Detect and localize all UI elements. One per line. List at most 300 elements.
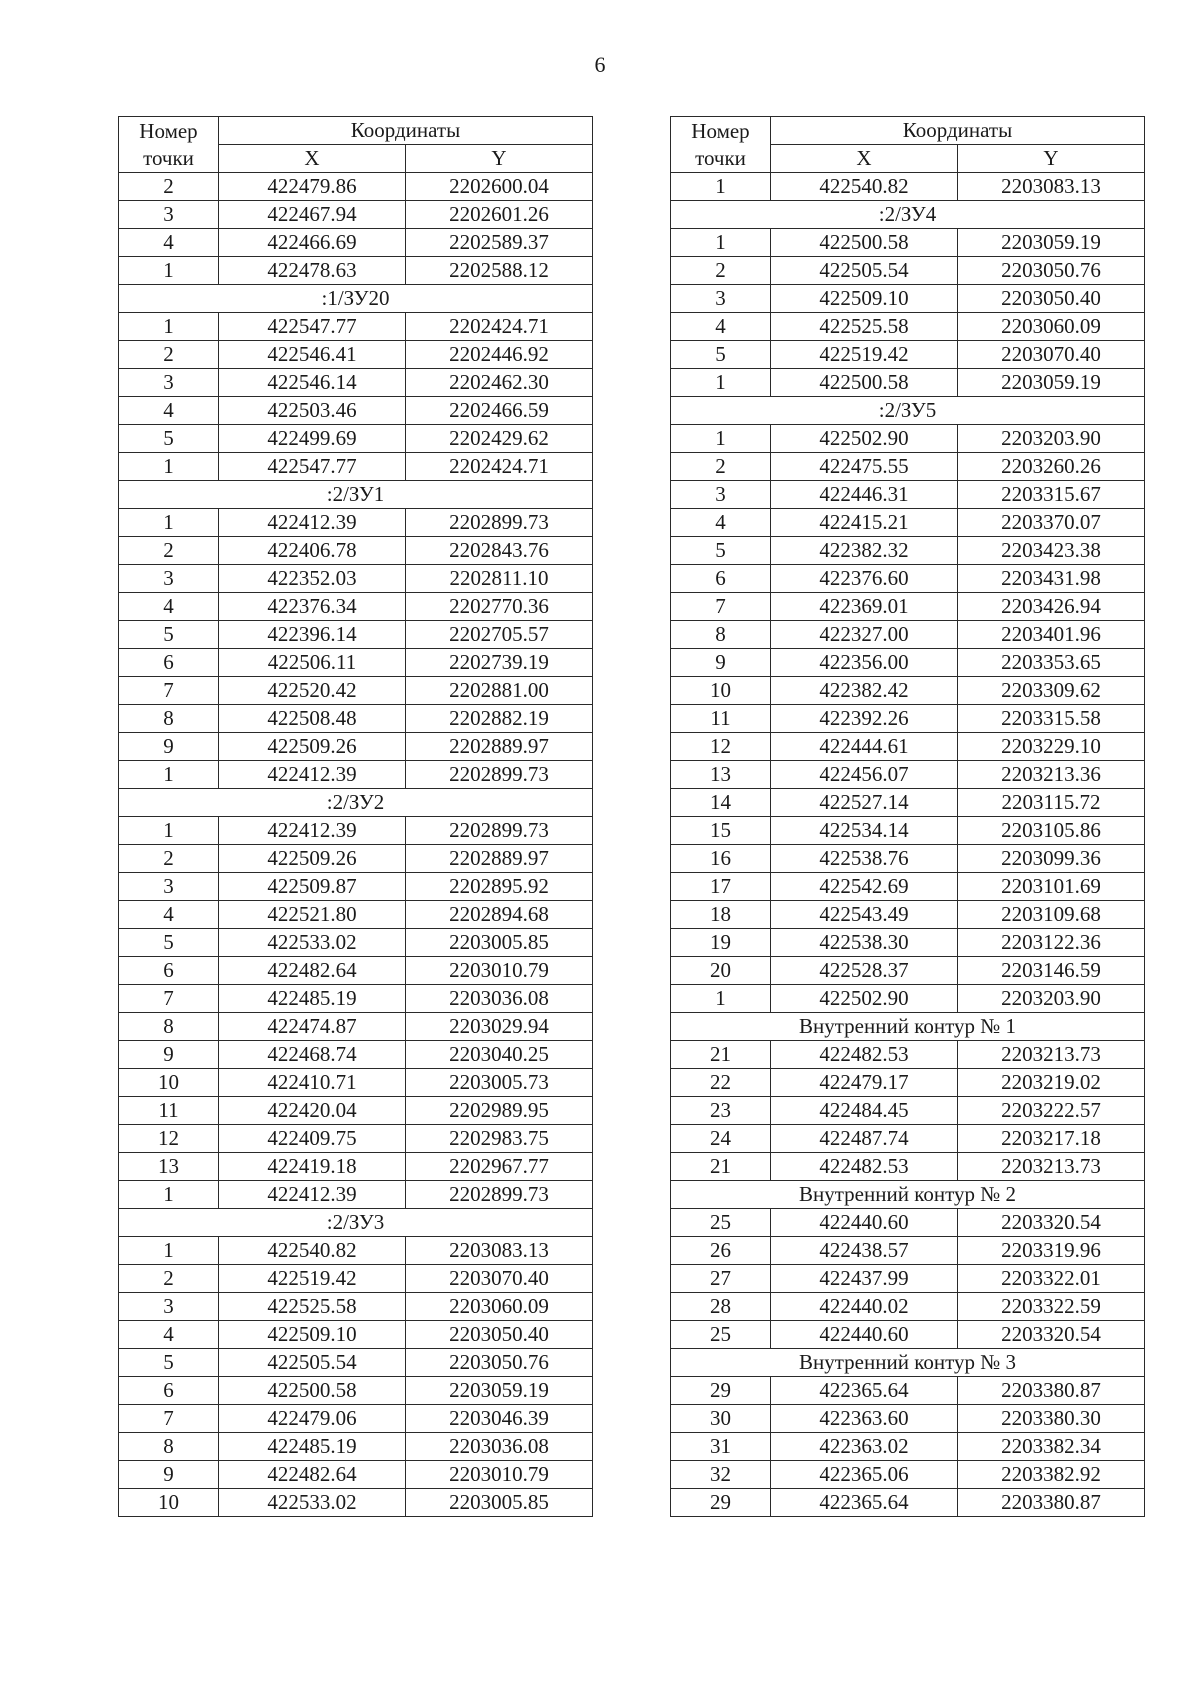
- table-row: [671, 985, 1145, 1013]
- point-number-cell: 2: [671, 453, 771, 481]
- y-coordinate-cell: 2203380.87: [958, 1489, 1145, 1517]
- y-coordinate-cell: 2203101.69: [958, 873, 1145, 901]
- y-coordinate-cell: 2203219.02: [958, 1069, 1145, 1097]
- x-coordinate-cell: 422412.39: [219, 817, 406, 845]
- x-coordinate-cell: 422365.64: [771, 1489, 958, 1517]
- table-row: [671, 1377, 1145, 1405]
- y-coordinate-cell: 2203050.40: [406, 1321, 593, 1349]
- point-number-cell: 12: [119, 1125, 219, 1153]
- x-coordinate-cell: 422376.34: [219, 593, 406, 621]
- table-row: [671, 453, 1145, 481]
- y-coordinate-cell: 2203005.85: [406, 1489, 593, 1517]
- x-coordinate-cell: 422546.14: [219, 369, 406, 397]
- table-row: [119, 1293, 593, 1321]
- y-coordinate-cell: 2202424.71: [406, 453, 593, 481]
- point-number-header: [671, 117, 771, 173]
- y-coordinate-cell: 2203322.59: [958, 1293, 1145, 1321]
- x-coordinate-cell: 422392.26: [771, 705, 958, 733]
- y-coordinate-cell: 2203036.08: [406, 1433, 593, 1461]
- point-number-cell: 14: [671, 789, 771, 817]
- point-number-cell: 13: [671, 761, 771, 789]
- table-row: [119, 845, 593, 873]
- table-row: [119, 453, 593, 481]
- y-coordinate-cell: 2203046.39: [406, 1405, 593, 1433]
- y-coordinate-cell: 2202899.73: [406, 761, 593, 789]
- table-row: [119, 873, 593, 901]
- point-number-cell: 28: [671, 1293, 771, 1321]
- point-number-cell: 8: [119, 1433, 219, 1461]
- y-coordinate-cell: 2202889.97: [406, 845, 593, 873]
- point-number-header-line2: точки: [695, 145, 746, 170]
- x-coordinate-cell: 422478.63: [219, 257, 406, 285]
- point-number-cell: 20: [671, 957, 771, 985]
- y-coordinate-cell: 2202899.73: [406, 817, 593, 845]
- x-coordinate-cell: 422396.14: [219, 621, 406, 649]
- point-number-cell: 1: [671, 369, 771, 397]
- table-row: [671, 1041, 1145, 1069]
- table-row: [671, 1125, 1145, 1153]
- table-row: [671, 285, 1145, 313]
- point-number-cell: 21: [671, 1041, 771, 1069]
- x-coordinate-cell: 422369.01: [771, 593, 958, 621]
- table-row: [671, 1433, 1145, 1461]
- x-coordinate-cell: 422499.69: [219, 425, 406, 453]
- y-coordinate-cell: 2203060.09: [958, 313, 1145, 341]
- coordinates-table-left: [118, 116, 593, 1517]
- point-number-cell: 19: [671, 929, 771, 957]
- point-number-cell: 5: [119, 1349, 219, 1377]
- y-coordinate-cell: 2203380.30: [958, 1405, 1145, 1433]
- y-coordinate-cell: 2203203.90: [958, 985, 1145, 1013]
- y-coordinate-cell: 2203370.07: [958, 509, 1145, 537]
- x-coordinate-cell: 422479.17: [771, 1069, 958, 1097]
- y-coordinate-cell: 2202894.68: [406, 901, 593, 929]
- coordinates-table-right: [670, 116, 1145, 1517]
- x-coordinate-cell: 422540.82: [219, 1237, 406, 1265]
- y-coordinate-cell: 2203005.73: [406, 1069, 593, 1097]
- table-row: [671, 1321, 1145, 1349]
- point-number-cell: 2: [119, 537, 219, 565]
- point-number-cell: 2: [119, 845, 219, 873]
- point-number-cell: 6: [671, 565, 771, 593]
- x-coordinate-cell: 422509.26: [219, 845, 406, 873]
- point-number-cell: 10: [119, 1489, 219, 1517]
- table-row: [119, 341, 593, 369]
- table-row: [671, 649, 1145, 677]
- point-number-cell: 4: [671, 509, 771, 537]
- x-coordinate-cell: 422484.45: [771, 1097, 958, 1125]
- table-row: [119, 957, 593, 985]
- table-row: [671, 565, 1145, 593]
- table-row: [671, 621, 1145, 649]
- x-coordinate-cell: 422509.26: [219, 733, 406, 761]
- point-number-cell: 4: [119, 229, 219, 257]
- y-coordinate-cell: 2203382.92: [958, 1461, 1145, 1489]
- table-row: [119, 1013, 593, 1041]
- x-coordinate-cell: 422500.58: [771, 369, 958, 397]
- y-coordinate-cell: 2203122.36: [958, 929, 1145, 957]
- y-coordinate-cell: 2203115.72: [958, 789, 1145, 817]
- x-coordinate-cell: 422409.75: [219, 1125, 406, 1153]
- table-row: [671, 1237, 1145, 1265]
- table-row: [119, 1069, 593, 1097]
- y-coordinate-cell: 2203380.87: [958, 1377, 1145, 1405]
- x-coordinate-cell: 422519.42: [219, 1265, 406, 1293]
- x-coordinate-cell: 422543.49: [771, 901, 958, 929]
- table-row: [119, 1377, 593, 1405]
- table-row: [671, 1405, 1145, 1433]
- point-number-cell: 1: [119, 509, 219, 537]
- y-coordinate-cell: 2203059.19: [958, 369, 1145, 397]
- point-number-cell: 8: [119, 1013, 219, 1041]
- x-coordinate-cell: 422456.07: [771, 761, 958, 789]
- table-row: [119, 173, 593, 201]
- y-coordinate-cell: 2203213.73: [958, 1153, 1145, 1181]
- point-number-cell: 2: [671, 257, 771, 285]
- x-coordinate-cell: 422365.64: [771, 1377, 958, 1405]
- x-coordinate-cell: 422467.94: [219, 201, 406, 229]
- point-number-cell: 23: [671, 1097, 771, 1125]
- table-row: [671, 1097, 1145, 1125]
- y-coordinate-cell: 2203060.09: [406, 1293, 593, 1321]
- x-coordinate-cell: 422352.03: [219, 565, 406, 593]
- x-coordinate-cell: 422546.41: [219, 341, 406, 369]
- x-coordinate-cell: 422540.82: [771, 173, 958, 201]
- y-coordinate-cell: 2203426.94: [958, 593, 1145, 621]
- table-row: [671, 229, 1145, 257]
- point-number-cell: 3: [119, 369, 219, 397]
- point-number-cell: 5: [119, 929, 219, 957]
- table-row: [671, 1265, 1145, 1293]
- x-coordinate-cell: 422479.86: [219, 173, 406, 201]
- point-number-cell: 6: [119, 649, 219, 677]
- point-number-cell: 4: [119, 593, 219, 621]
- point-number-cell: 3: [671, 285, 771, 313]
- x-coordinate-cell: 422438.57: [771, 1237, 958, 1265]
- y-coordinate-cell: 2203203.90: [958, 425, 1145, 453]
- x-coordinate-cell: 422475.55: [771, 453, 958, 481]
- y-coordinate-cell: 2203217.18: [958, 1125, 1145, 1153]
- x-coordinate-cell: 422500.58: [771, 229, 958, 257]
- table-row: [119, 1265, 593, 1293]
- y-coordinate-cell: 2202705.57: [406, 621, 593, 649]
- table-row: [119, 397, 593, 425]
- x-coordinate-cell: 422482.64: [219, 957, 406, 985]
- table-row: [119, 369, 593, 397]
- x-coordinate-cell: 422542.69: [771, 873, 958, 901]
- coordinates-header: Координаты: [771, 117, 1145, 145]
- table-row: [119, 1097, 593, 1125]
- section-row: [671, 1013, 1145, 1041]
- point-number-cell: 32: [671, 1461, 771, 1489]
- table-row: [119, 1321, 593, 1349]
- x-coordinate-cell: 422479.06: [219, 1405, 406, 1433]
- x-coordinate-cell: 422509.87: [219, 873, 406, 901]
- y-coordinate-cell: 2203050.76: [406, 1349, 593, 1377]
- y-coordinate-cell: 2203213.36: [958, 761, 1145, 789]
- x-coordinate-cell: 422437.99: [771, 1265, 958, 1293]
- section-row: [119, 481, 593, 509]
- x-coordinate-cell: 422538.76: [771, 845, 958, 873]
- table-row: [671, 257, 1145, 285]
- table-row: [119, 1461, 593, 1489]
- x-coordinate-cell: 422440.60: [771, 1321, 958, 1349]
- point-number-cell: 1: [119, 1237, 219, 1265]
- table-row: [671, 509, 1145, 537]
- x-coordinate-cell: 422534.14: [771, 817, 958, 845]
- y-coordinate-cell: 2202967.77: [406, 1153, 593, 1181]
- y-coordinate-cell: 2203083.13: [958, 173, 1145, 201]
- point-number-cell: 7: [119, 677, 219, 705]
- point-number-cell: 13: [119, 1153, 219, 1181]
- x-coordinate-cell: 422482.53: [771, 1153, 958, 1181]
- section-row: [671, 1181, 1145, 1209]
- table-row: [119, 1489, 593, 1517]
- x-coordinate-cell: 422487.74: [771, 1125, 958, 1153]
- x-coordinate-cell: 422485.19: [219, 985, 406, 1013]
- y-coordinate-cell: 2203423.38: [958, 537, 1145, 565]
- y-coordinate-cell: 2203010.79: [406, 957, 593, 985]
- x-coordinate-cell: 422474.87: [219, 1013, 406, 1041]
- section-title: :2/ЗУ4: [671, 201, 1145, 229]
- point-number-cell: 4: [671, 313, 771, 341]
- table-row: [671, 1069, 1145, 1097]
- x-coordinate-cell: 422444.61: [771, 733, 958, 761]
- x-coordinate-cell: 422466.69: [219, 229, 406, 257]
- y-coordinate-cell: 2202899.73: [406, 509, 593, 537]
- x-coordinate-cell: 422376.60: [771, 565, 958, 593]
- y-coordinate-cell: 2203099.36: [958, 845, 1145, 873]
- x-coordinate-cell: 422365.06: [771, 1461, 958, 1489]
- x-coordinate-cell: 422519.42: [771, 341, 958, 369]
- table-header: [671, 117, 1145, 173]
- x-coordinate-cell: 422482.53: [771, 1041, 958, 1069]
- point-number-cell: 8: [671, 621, 771, 649]
- y-coordinate-cell: 2203036.08: [406, 985, 593, 1013]
- x-coordinate-cell: 422420.04: [219, 1097, 406, 1125]
- table-row: [119, 901, 593, 929]
- point-number-cell: 5: [671, 537, 771, 565]
- x-column-header: X: [771, 145, 958, 173]
- section-title: :2/ЗУ1: [119, 481, 593, 509]
- section-row: [119, 789, 593, 817]
- section-row: [671, 1349, 1145, 1377]
- table-row: [119, 761, 593, 789]
- section-title: Внутренний контур № 3: [671, 1349, 1145, 1377]
- x-coordinate-cell: 422525.58: [771, 313, 958, 341]
- table-row: [671, 369, 1145, 397]
- y-coordinate-cell: 2203353.65: [958, 649, 1145, 677]
- point-number-cell: 2: [119, 173, 219, 201]
- y-coordinate-cell: 2202770.36: [406, 593, 593, 621]
- point-number-cell: 4: [119, 901, 219, 929]
- y-coordinate-cell: 2203320.54: [958, 1321, 1145, 1349]
- y-coordinate-cell: 2203029.94: [406, 1013, 593, 1041]
- point-number-cell: 1: [671, 229, 771, 257]
- y-coordinate-cell: 2203050.40: [958, 285, 1145, 313]
- table-row: [119, 257, 593, 285]
- x-coordinate-cell: 422527.14: [771, 789, 958, 817]
- section-title: :1/ЗУ20: [119, 285, 593, 313]
- table-row: [119, 1153, 593, 1181]
- point-number-cell: 6: [119, 1377, 219, 1405]
- point-number-cell: 25: [671, 1209, 771, 1237]
- x-coordinate-cell: 422412.39: [219, 761, 406, 789]
- x-coordinate-cell: 422533.02: [219, 1489, 406, 1517]
- x-coordinate-cell: 422528.37: [771, 957, 958, 985]
- table-row: [671, 341, 1145, 369]
- point-number-cell: 18: [671, 901, 771, 929]
- y-coordinate-cell: 2203319.96: [958, 1237, 1145, 1265]
- table-row: [671, 537, 1145, 565]
- point-number-cell: 5: [119, 425, 219, 453]
- point-number-cell: 9: [119, 733, 219, 761]
- table-row: [671, 481, 1145, 509]
- point-number-cell: 1: [671, 173, 771, 201]
- x-coordinate-cell: 422446.31: [771, 481, 958, 509]
- table-row: [119, 705, 593, 733]
- point-number-cell: 3: [119, 1293, 219, 1321]
- section-row: [119, 285, 593, 313]
- y-coordinate-cell: 2203040.25: [406, 1041, 593, 1069]
- table-row: [671, 761, 1145, 789]
- point-number-cell: 4: [119, 1321, 219, 1349]
- table-row: [119, 929, 593, 957]
- y-coordinate-cell: 2202889.97: [406, 733, 593, 761]
- point-number-cell: 1: [671, 425, 771, 453]
- x-coordinate-cell: 422533.02: [219, 929, 406, 957]
- x-coordinate-cell: 422482.64: [219, 1461, 406, 1489]
- point-number-header: [119, 117, 219, 173]
- point-number-cell: 6: [119, 957, 219, 985]
- y-coordinate-cell: 2202588.12: [406, 257, 593, 285]
- table-row: [119, 593, 593, 621]
- point-number-cell: 29: [671, 1377, 771, 1405]
- table-header: [119, 117, 593, 173]
- table-row: [119, 1125, 593, 1153]
- y-coordinate-cell: 2203109.68: [958, 901, 1145, 929]
- table-row: [671, 929, 1145, 957]
- table-row: [119, 565, 593, 593]
- point-number-cell: 27: [671, 1265, 771, 1293]
- y-coordinate-cell: 2203213.73: [958, 1041, 1145, 1069]
- table-row: [671, 593, 1145, 621]
- point-number-cell: 3: [671, 481, 771, 509]
- x-coordinate-cell: 422547.77: [219, 453, 406, 481]
- x-coordinate-cell: 422382.42: [771, 677, 958, 705]
- y-coordinate-cell: 2203105.86: [958, 817, 1145, 845]
- point-number-cell: 24: [671, 1125, 771, 1153]
- x-coordinate-cell: 422406.78: [219, 537, 406, 565]
- point-number-cell: 5: [119, 621, 219, 649]
- table-row: [119, 1405, 593, 1433]
- y-coordinate-cell: 2202895.92: [406, 873, 593, 901]
- table-row: [671, 173, 1145, 201]
- table-row: [119, 817, 593, 845]
- y-coordinate-cell: 2203059.19: [406, 1377, 593, 1405]
- point-number-cell: 4: [119, 397, 219, 425]
- y-coordinate-cell: 2203382.34: [958, 1433, 1145, 1461]
- y-coordinate-cell: 2202462.30: [406, 369, 593, 397]
- x-coordinate-cell: 422440.02: [771, 1293, 958, 1321]
- y-coordinate-cell: 2202843.76: [406, 537, 593, 565]
- x-coordinate-cell: 422412.39: [219, 1181, 406, 1209]
- x-coordinate-cell: 422412.39: [219, 509, 406, 537]
- y-coordinate-cell: 2203070.40: [958, 341, 1145, 369]
- point-number-cell: 7: [119, 985, 219, 1013]
- y-coordinate-cell: 2203315.58: [958, 705, 1145, 733]
- x-coordinate-cell: 422440.60: [771, 1209, 958, 1237]
- point-number-cell: 1: [119, 1181, 219, 1209]
- y-coordinate-cell: 2202429.62: [406, 425, 593, 453]
- point-number-cell: 26: [671, 1237, 771, 1265]
- table-row: [119, 509, 593, 537]
- point-number-cell: 5: [671, 341, 771, 369]
- point-number-cell: 3: [119, 201, 219, 229]
- table-body: [119, 173, 593, 1517]
- table-row: [119, 537, 593, 565]
- x-coordinate-cell: 422505.54: [219, 1349, 406, 1377]
- y-column-header: Y: [406, 145, 593, 173]
- x-coordinate-cell: 422502.90: [771, 985, 958, 1013]
- x-coordinate-cell: 422500.58: [219, 1377, 406, 1405]
- x-coordinate-cell: 422505.54: [771, 257, 958, 285]
- point-number-cell: 16: [671, 845, 771, 873]
- table-row: [671, 705, 1145, 733]
- point-number-cell: 10: [671, 677, 771, 705]
- y-coordinate-cell: 2203010.79: [406, 1461, 593, 1489]
- x-coordinate-cell: 422363.60: [771, 1405, 958, 1433]
- table-row: [671, 789, 1145, 817]
- point-number-cell: 2: [119, 1265, 219, 1293]
- point-number-cell: 9: [119, 1041, 219, 1069]
- point-number-cell: 2: [119, 341, 219, 369]
- point-number-cell: 15: [671, 817, 771, 845]
- y-coordinate-cell: 2203146.59: [958, 957, 1145, 985]
- x-coordinate-cell: 422382.32: [771, 537, 958, 565]
- x-coordinate-cell: 422363.02: [771, 1433, 958, 1461]
- x-coordinate-cell: 422419.18: [219, 1153, 406, 1181]
- y-coordinate-cell: 2202881.00: [406, 677, 593, 705]
- y-coordinate-cell: 2203070.40: [406, 1265, 593, 1293]
- table-row: [119, 201, 593, 229]
- section-title: :2/ЗУ2: [119, 789, 593, 817]
- point-number-cell: 1: [119, 313, 219, 341]
- section-row: [671, 201, 1145, 229]
- y-coordinate-cell: 2202811.10: [406, 565, 593, 593]
- table-row: [119, 985, 593, 1013]
- section-title: Внутренний контур № 1: [671, 1013, 1145, 1041]
- point-number-cell: 1: [119, 817, 219, 845]
- table-row: [671, 1293, 1145, 1321]
- y-coordinate-cell: 2202424.71: [406, 313, 593, 341]
- y-coordinate-cell: 2203401.96: [958, 621, 1145, 649]
- y-coordinate-cell: 2203059.19: [958, 229, 1145, 257]
- x-coordinate-cell: 422503.46: [219, 397, 406, 425]
- point-number-cell: 12: [671, 733, 771, 761]
- point-number-header-line2: точки: [143, 145, 194, 170]
- section-title: Внутренний контур № 2: [671, 1181, 1145, 1209]
- point-number-cell: 10: [119, 1069, 219, 1097]
- y-coordinate-cell: 2202899.73: [406, 1181, 593, 1209]
- point-number-cell: 25: [671, 1321, 771, 1349]
- x-column-header: X: [219, 145, 406, 173]
- y-coordinate-cell: 2203431.98: [958, 565, 1145, 593]
- table-row: [119, 313, 593, 341]
- point-number-cell: 9: [119, 1461, 219, 1489]
- y-coordinate-cell: 2203222.57: [958, 1097, 1145, 1125]
- table-row: [671, 817, 1145, 845]
